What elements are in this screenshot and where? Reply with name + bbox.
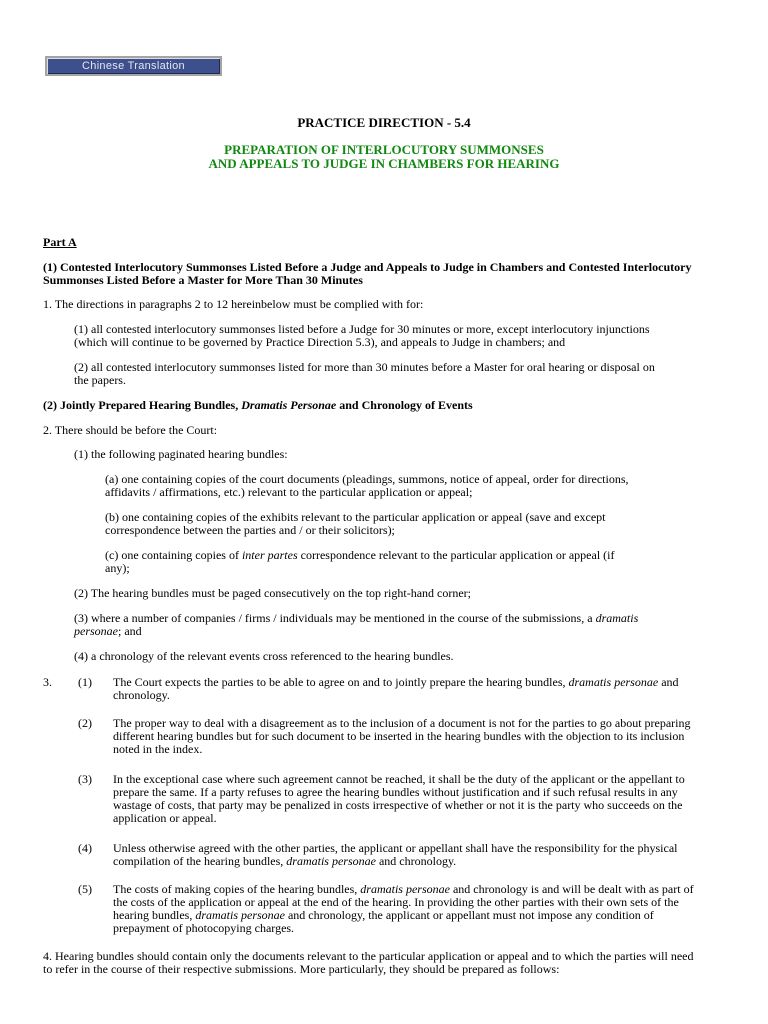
paragraph-3-item-2-line-1: The proper way to deal with a disagreement as to the inclusion of a document is not for the parties to go about preparing — [113, 716, 691, 730]
paragraph-2-item-3: (3) where a number of companies / firms / individuals may be mentioned in the course of the submissions, a dramatis — [74, 611, 639, 625]
paragraph-2-item-1a: (a) one containing copies of the court documents (pleadings, summons, notice of appeal, order for directions, — [105, 472, 629, 486]
paragraph-2-item-1b: (b) one containing copies of the exhibits relevant to the particular application or appeal (save and except — [105, 510, 606, 524]
subtitle-line-1: PREPARATION OF INTERLOCUTORY SUMMONSES — [224, 142, 544, 157]
paragraph-2-item-2: (2) The hearing bundles must be paged consecutively on the top right-hand corner; — [74, 586, 471, 600]
paragraph-3-item-2-line-2: different hearing bundles but for such document to be inserted in the hearing bundles with the objection to its inclusion — [113, 729, 685, 743]
paragraph-3-number: 3. — [43, 675, 52, 689]
paragraph-2-item-1b-cont: correspondence between the parties and / or their solicitors); — [105, 523, 395, 537]
paragraph-3-item-4-line-1: Unless otherwise agreed with the other parties, the applicant or appellant shall have the responsibility for the physical — [113, 841, 678, 855]
paragraph-3-item-5-line-3: hearing bundles, dramatis personae and chronology, the applicant or appellant must not impose any condition of — [113, 908, 654, 922]
paragraph-2: 2. There should be before the Court: — [43, 423, 218, 437]
paragraph-1-item-2-cont: the papers. — [74, 373, 126, 387]
paragraph-4: 4. Hearing bundles should contain only the documents relevant to the particular application or appeal and to which the parties will need — [43, 949, 694, 963]
paragraph-1-item-2: (2) all contested interlocutory summonses listed for more than 30 minutes before a Master for oral hearing or disposal on — [74, 360, 655, 374]
part-a-heading: Part A — [43, 235, 77, 249]
paragraph-2-item-1c: (c) one containing copies of inter partes correspondence relevant to the particular application or appeal (if — [105, 548, 615, 562]
paragraph-3-item-3-number: (3) — [78, 772, 92, 786]
paragraph-3-item-1: The Court expects the parties to be able to agree on and to jointly prepare the hearing bundles, dramatis personae and — [113, 675, 679, 689]
paragraph-3-item-5-line-2: the costs of the application or appeal at the end of the hearing. In providing the other parties with their own sets of the — [113, 895, 679, 909]
paragraph-3-item-5-line-1: The costs of making copies of the hearing bundles, dramatis personae and chronology is and will be dealt with as part of — [113, 882, 694, 896]
paragraph-3-item-2-number: (2) — [78, 716, 92, 730]
paragraph-2-item-1a-cont: affidavits / affirmations, etc.) relevant to the particular application or appeal; — [105, 485, 473, 499]
paragraph-3-item-1-cont: chronology. — [113, 688, 170, 702]
paragraph-3-item-5-number: (5) — [78, 882, 92, 896]
paragraph-3-item-3-line-2: prepare the same. If a party refuses to agree the hearing bundles without justification and if such refusal results in any — [113, 785, 678, 799]
section-1-heading-cont: Summonses Listed Before a Master for More Than 30 Minutes — [43, 273, 363, 287]
paragraph-3-item-5-line-4: prepayment of photocopying charges. — [113, 921, 295, 935]
paragraph-2-item-3-cont: personae; and — [74, 624, 142, 638]
paragraph-3-item-3-line-3: wastage of costs, that party may be penalized in costs irrespective of whether or not it is the party who succeeds on the — [113, 798, 683, 812]
paragraph-3-item-2-line-3: noted in the index. — [113, 742, 203, 756]
paragraph-3-item-1-number: (1) — [78, 675, 92, 689]
paragraph-3-item-3-line-4: application or appeal. — [113, 811, 217, 825]
paragraph-2-item-1c-cont: any); — [105, 561, 130, 575]
section-2-heading: (2) Jointly Prepared Hearing Bundles, Dramatis Personae and Chronology of Events — [43, 398, 473, 412]
chinese-translation-button[interactable]: Chinese Translation — [45, 56, 222, 76]
paragraph-4-cont: to refer in the course of their respective submissions. More particularly, they should be prepared as follows: — [43, 962, 560, 976]
paragraph-3-item-3-line-1: In the exceptional case where such agreement cannot be reached, it shall be the duty of the applicant or the appellant to — [113, 772, 685, 786]
paragraph-2-item-4: (4) a chronology of the relevant events cross referenced to the hearing bundles. — [74, 649, 454, 663]
page-title: PRACTICE DIRECTION - 5.4 — [297, 115, 471, 130]
paragraph-3-item-4-number: (4) — [78, 841, 92, 855]
paragraph-3-item-4-line-2: compilation of the hearing bundles, dramatis personae and chronology. — [113, 854, 457, 868]
subtitle-line-2: AND APPEALS TO JUDGE IN CHAMBERS FOR HEARING — [208, 156, 560, 171]
paragraph-1-item-1-cont: (which will continue to be governed by Practice Direction 5.3), and appeals to Judge in chambers; and — [74, 335, 566, 349]
paragraph-1-item-1: (1) all contested interlocutory summonses listed before a Judge for 30 minutes or more, except interlocutory injunctions — [74, 322, 650, 336]
paragraph-2-item-1: (1) the following paginated hearing bundles: — [74, 447, 288, 461]
section-1-heading: (1) Contested Interlocutory Summonses Listed Before a Judge and Appeals to Judge in Chambers and Contested Interlocutory — [43, 260, 692, 274]
paragraph-1: 1. The directions in paragraphs 2 to 12 hereinbelow must be complied with for: — [43, 297, 424, 311]
